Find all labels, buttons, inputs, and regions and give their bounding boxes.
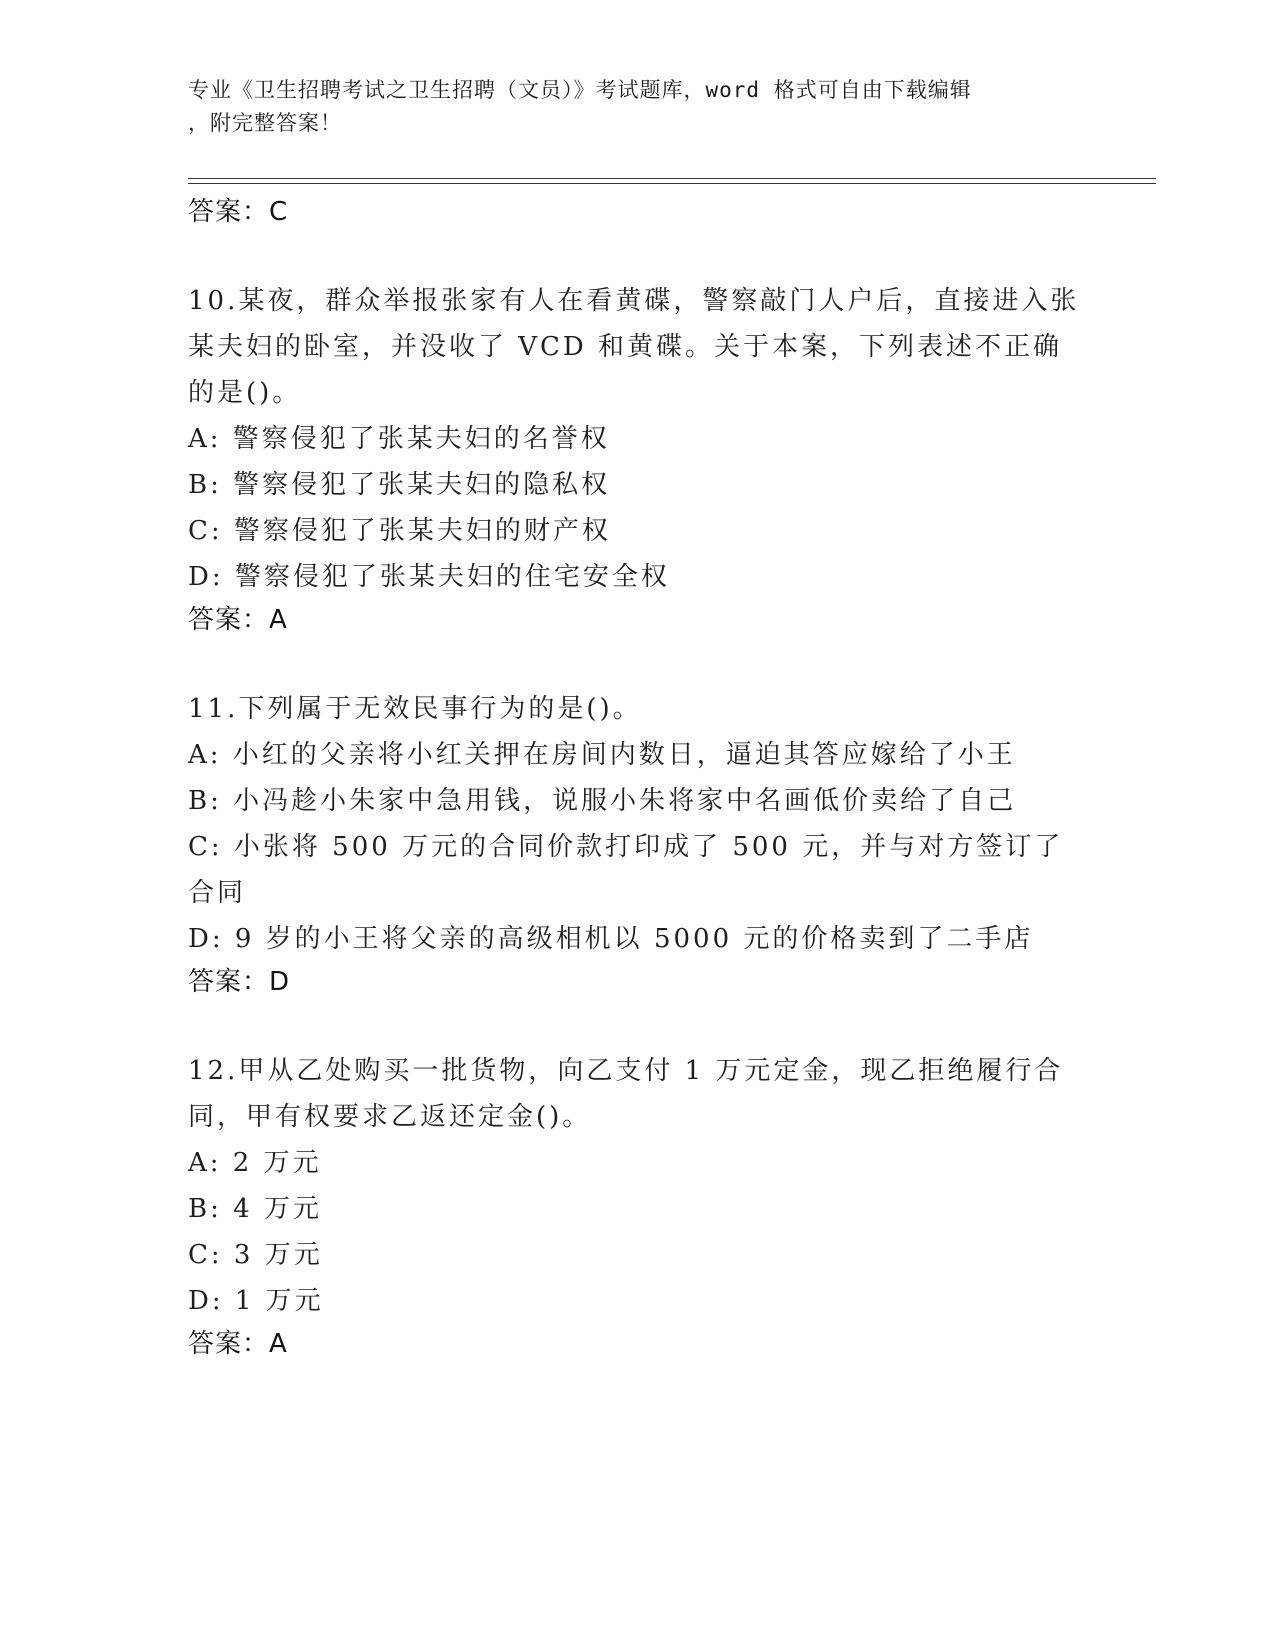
option-a: A: 2 万元 [188, 1148, 322, 1178]
option-b: B: 警察侵犯了张某夫妇的隐私权 [188, 470, 611, 500]
option-a: A: 警察侵犯了张某夫妇的名誉权 [188, 424, 610, 454]
document-header: 专业《卫生招聘考试之卫生招聘（文员）》考试题库，word 格式可自由下载编辑 ，附完整答案！ [188, 78, 972, 135]
question-answer: 答案：D [188, 967, 291, 997]
question-stem: 10.某夜，群众举报张家有人在看黄碟，警察敲门人户后，直接进入张某夫妇的卧室，并没收了 VCD 和黄碟。关于本案，下列表述不正确的是()。 [188, 286, 1080, 408]
header-divider-top [188, 178, 1156, 179]
question-stem: 11.下列属于无效民事行为的是()。 [188, 694, 642, 724]
option-d: D: 9 岁的小王将父亲的高级相机以 5000 元的价格卖到了二手店 [188, 924, 1034, 954]
option-c: C: 警察侵犯了张某夫妇的财产权 [188, 516, 611, 546]
option-b: B: 4 万元 [188, 1194, 322, 1224]
header-divider-bottom [188, 183, 1156, 184]
option-d: D: 1 万元 [188, 1286, 324, 1316]
option-b: B: 小冯趁小朱家中急用钱，说服小朱将家中名画低价卖给了自己 [188, 786, 1017, 816]
question-answer: 答案：A [188, 1329, 288, 1359]
option-c: C: 3 万元 [188, 1240, 323, 1270]
option-c: C: 小张将 500 万元的合同价款打印成了 500 元，并与对方签订了合同 [188, 832, 1064, 908]
question-list [188, 192, 1088, 1364]
option-d: D: 警察侵犯了张某夫妇的住宅安全权 [188, 562, 670, 592]
question-12 [188, 1048, 1088, 1364]
question-10 [188, 278, 1088, 640]
previous-question-answer: 答案：C [188, 197, 289, 227]
question-stem: 12.甲从乙处购买一批货物，向乙支付 1 万元定金，现乙拒绝履行合同，甲有权要求乙返还定金()。 [188, 1056, 1064, 1132]
question-11 [188, 686, 1088, 1002]
option-a: A: 小红的父亲将小红关押在房间内数日，逼迫其答应嫁给了小王 [188, 740, 1016, 770]
question-answer: 答案：A [188, 605, 288, 635]
